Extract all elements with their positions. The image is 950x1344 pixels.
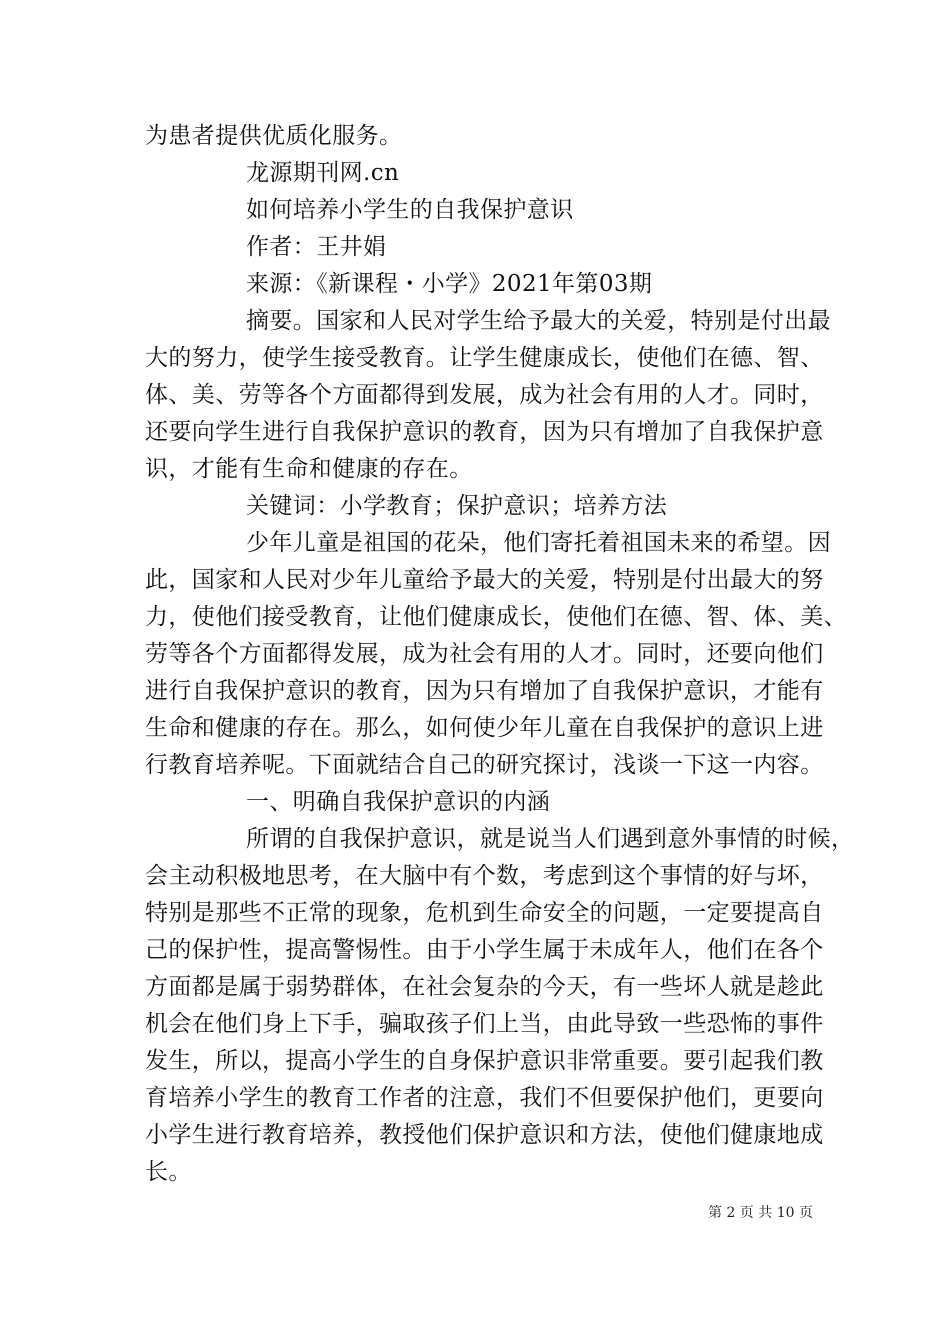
paragraph-line: 所谓的自我保护意识，就是说当人们遇到意外事情的时候， bbox=[246, 826, 855, 852]
paragraph-line: 发生，所以，提高小学生的自身保护意识非常重要。要引起我们教 bbox=[145, 1048, 824, 1074]
abstract-line: 体、美、劳等各个方面都得到发展，成为社会有用的人才。同时， bbox=[145, 382, 824, 408]
paragraph-line: 方面都是属于弱势群体，在社会复杂的今天，有一些坏人就是趁此 bbox=[145, 974, 824, 1000]
journal-site-name: 龙源期刊网.cn bbox=[246, 160, 400, 186]
section-heading: 一、明确自我保护意识的内涵 bbox=[246, 789, 551, 815]
paragraph-line: 长。 bbox=[145, 1159, 192, 1185]
paragraph-line: 少年儿童是祖国的花朵，他们寄托着祖国未来的希望。因 bbox=[246, 530, 831, 556]
article-title: 如何培养小学生的自我保护意识 bbox=[246, 197, 574, 223]
paragraph-line: 己的保护性，提高警惕性。由于小学生属于未成年人，他们在各个 bbox=[145, 937, 824, 963]
text-line: 为患者提供优质化服务。 bbox=[145, 123, 403, 149]
article-author: 作者：王井娟 bbox=[246, 234, 387, 260]
paragraph-line: 育培养小学生的教育工作者的注意，我们不但要保护他们，更要向 bbox=[145, 1085, 824, 1111]
keywords: 关键词：小学教育；保护意识；培养方法 bbox=[246, 493, 668, 519]
abstract-line: 识，才能有生命和健康的存在。 bbox=[145, 456, 473, 482]
abstract-line: 还要向学生进行自我保护意识的教育，因为只有增加了自我保护意 bbox=[145, 419, 824, 445]
abstract-line: 摘要。国家和人民对学生给予最大的关爱，特别是付出最 bbox=[246, 308, 831, 334]
paragraph-line: 劳等各个方面都得发展，成为社会有用的人才。同时，还要向他们 bbox=[145, 641, 824, 667]
paragraph-line: 特别是那些不正常的现象，危机到生命安全的问题，一定要提高自 bbox=[145, 900, 824, 926]
paragraph-line: 此，国家和人民对少年儿童给予最大的关爱，特别是付出最大的努 bbox=[145, 567, 824, 593]
abstract-line: 大的努力，使学生接受教育。让学生健康成长，使他们在德、智、 bbox=[145, 345, 824, 371]
paragraph-line: 进行自我保护意识的教育，因为只有增加了自我保护意识，才能有 bbox=[145, 678, 824, 704]
paragraph-line: 力，使他们接受教育，让他们健康成长，使他们在德、智、体、美、 bbox=[145, 604, 847, 630]
paragraph-line: 会主动积极地思考，在大脑中有个数，考虑到这个事情的好与坏， bbox=[145, 863, 824, 889]
page-number: 第 2 页 共 10 页 bbox=[708, 1205, 813, 1221]
paragraph-line: 机会在他们身上下手，骗取孩子们上当，由此导致一些恐怖的事件 bbox=[145, 1011, 824, 1037]
body-text bbox=[145, 118, 855, 1191]
paragraph-line: 小学生进行教育培养，教授他们保护意识和方法，使他们健康地成 bbox=[145, 1122, 824, 1148]
article-source: 来源：《新课程・小学》2021年第03期 bbox=[246, 271, 653, 297]
paragraph-line: 行教育培养呢。下面就结合自己的研究探讨，浅谈一下这一内容。 bbox=[145, 752, 824, 778]
paragraph-line: 生命和健康的存在。那么，如何使少年儿童在自我保护的意识上进 bbox=[145, 715, 824, 741]
